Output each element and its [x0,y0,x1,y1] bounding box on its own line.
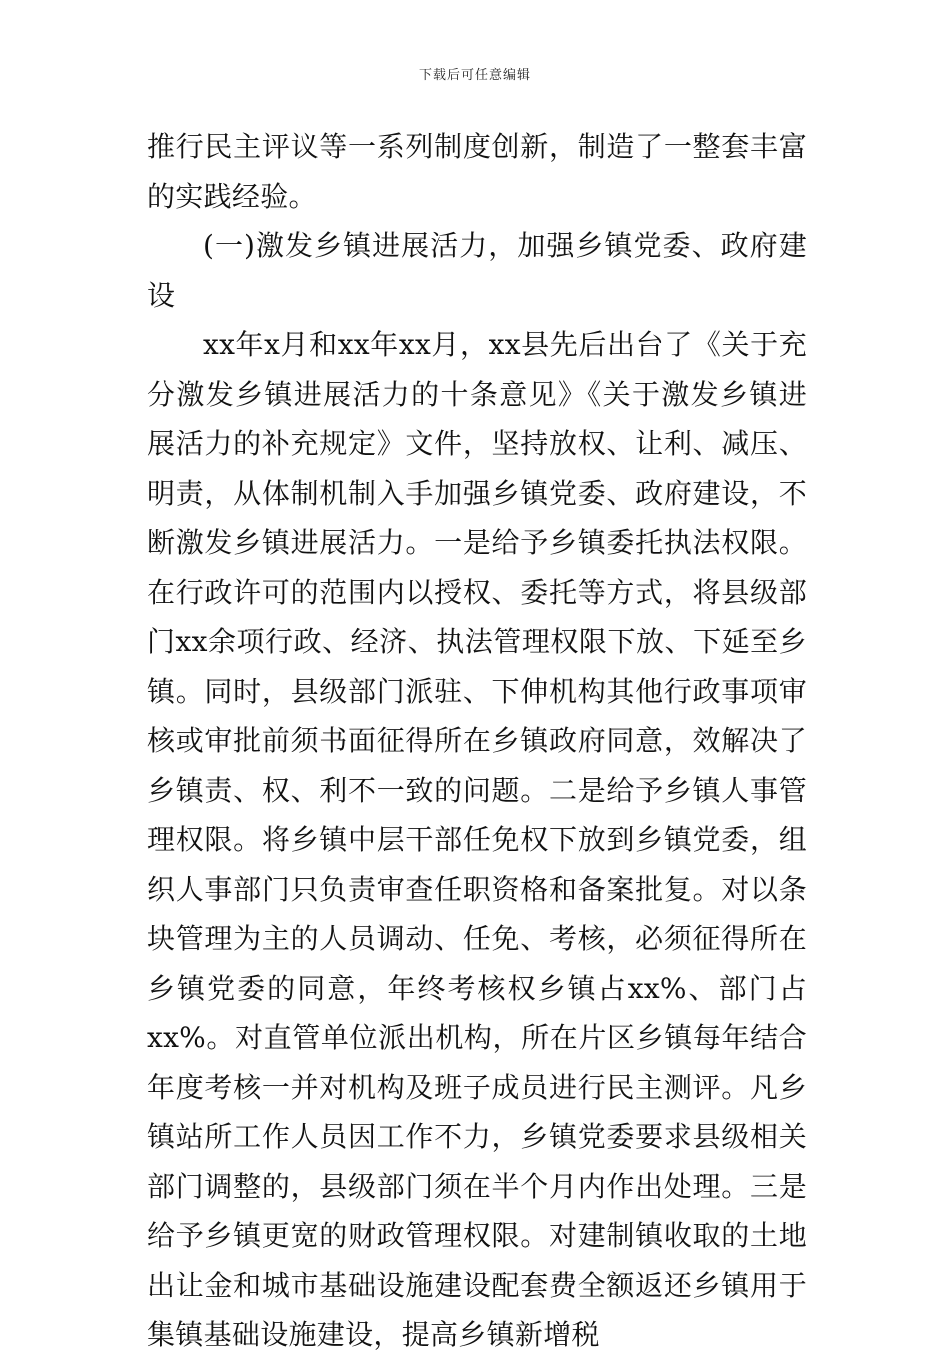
paragraph-continuation: 推行民主评议等一系列制度创新，制造了一整套丰富的实践经验。 [147,130,807,213]
paragraph-main: xx年x月和xx年xx月，xx县先后出台了《关于充分激发乡镇进展活力的十条意见》《关于激发乡镇进展活力的补充规定》文件，坚持放权、让利、减压、明责，从体制机制入手加强乡镇党委、政府建设，不断激发乡镇进展活力。一是给予乡镇委托执法权限。在行政许可的范围内以授权、委托等方式，将县级部门xx余项行政、经济、执法管理权限下放、下延至乡镇。同时，县级部门派驻、下伸机构其他行政事项审核或审批前须书面征得所在乡镇政府同意，效解决了乡镇责、权、利不一致的问题。二是给予乡镇人事管理权限。将乡镇中层干部任免权下放到乡镇党委，组织人事部门只负责审查任职资格和备案批复。对以条块管理为主的人员调动、任免、考核，必须征得所在乡镇党委的同意，年终考核权乡镇占xx%、部门占xx%。对直管单位派出机构，所在片区乡镇每年结合年度考核一并对机构及班子成员进行民主测评。凡乡镇站所工作人员因工作不力，乡镇党委要求县级相关部门调整的，县级部门须在半个月内作出处理。三是给予乡镇更宽的财政管理权限。对建制镇收取的土地出让金和城市基础设施建设配套费全额返还乡镇用于集镇基础设施建设，提高乡镇新增税 [147,328,807,1351]
page-header: 下载后可任意编辑 [418,68,531,83]
document-body [147,122,807,1360]
section-heading: (一)激发乡镇进展活力，加强乡镇党委、政府建设 [147,229,807,312]
